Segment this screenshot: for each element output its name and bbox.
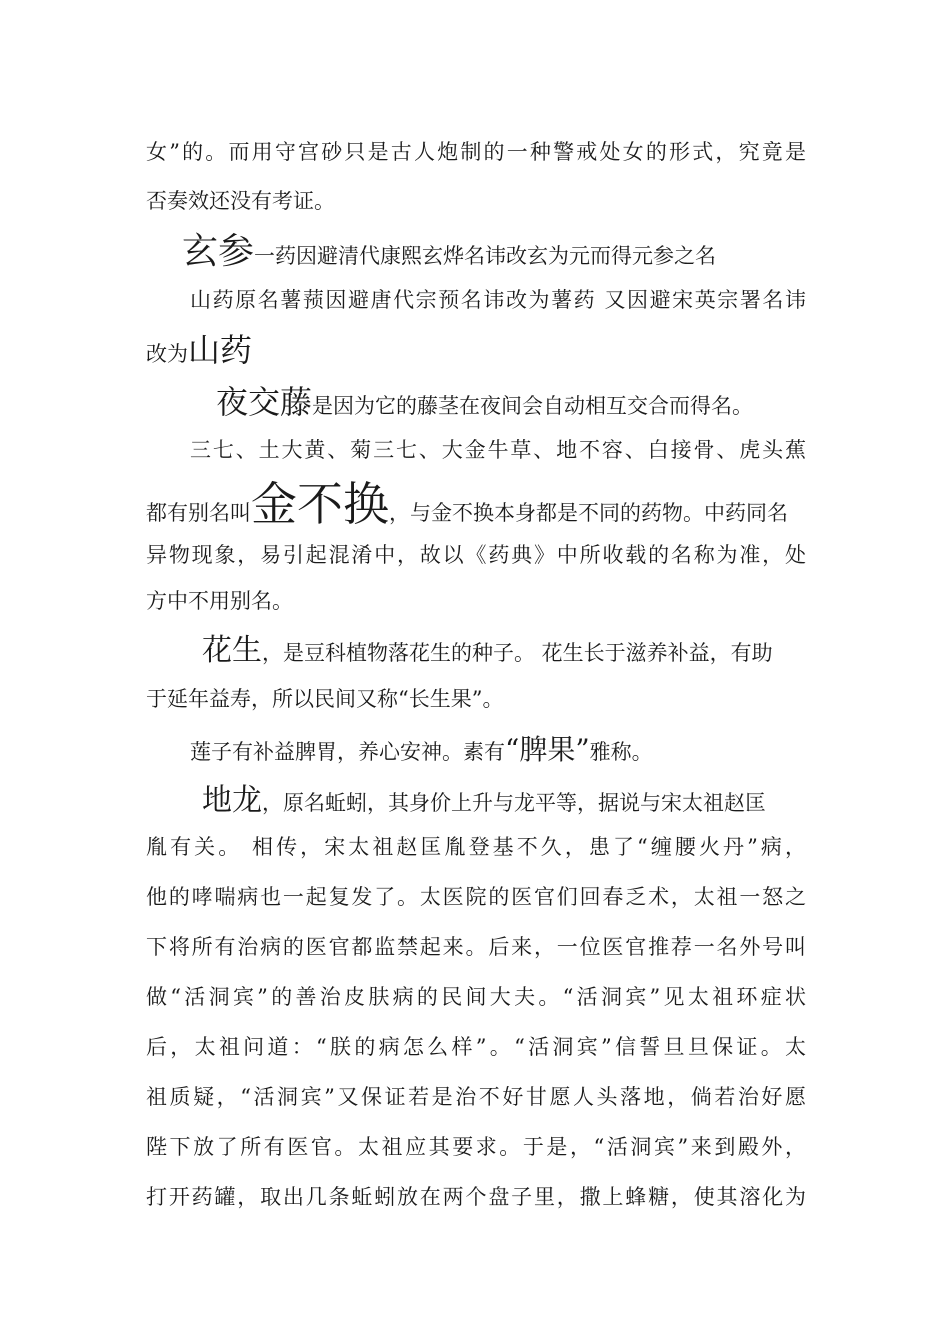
lianzi-prefix: 莲子有补益脾胃，养心安神。素有 bbox=[190, 740, 505, 764]
text-line: 于延年益寿，所以民间又称“长生果”。 bbox=[146, 687, 504, 711]
term-jinbuhuan: 金不换 bbox=[251, 477, 389, 531]
text-line: 女”的。而用守宫砂只是古人炮制的一种警戒处女的形式，究竟是 bbox=[146, 140, 806, 164]
term-shanyao: 山药 bbox=[188, 331, 253, 369]
jinbuhuan-text: ，与金不换本身都是不同的药物。中药同名 bbox=[389, 501, 788, 525]
jinbuhuan-prefix: 都有别名叫 bbox=[146, 501, 251, 525]
huasheng-text: ，是豆科植物落花生的种子。 花生长于滋养补益，有助 bbox=[262, 641, 773, 665]
text-line: 他的哮喘病也一起复发了。太医院的医官们回春乏术，太祖一怒之 bbox=[146, 885, 806, 909]
text-line: 山药原名薯蓣因避唐代宗预名讳改为薯药 又因避宋英宗署名讳 bbox=[190, 288, 806, 312]
term-dilong: 地龙 bbox=[202, 783, 262, 818]
term-xuanshen: 玄参 bbox=[182, 231, 255, 272]
paragraph-jinbuhuan bbox=[146, 477, 806, 531]
text-line: 胤有关。 相传，宋太祖赵匡胤登基不久，患了“缠腰火丹”病， bbox=[146, 835, 806, 859]
text-line: 否奏效还没有考证。 bbox=[146, 189, 335, 213]
text-line: 下将所有治病的医官都监禁起来。后来，一位医官推荐一名外号叫 bbox=[146, 935, 806, 959]
text-line: 陛下放了所有医官。太祖应其要求。于是，“活洞宾”来到殿外， bbox=[146, 1135, 806, 1159]
text-line: 祖质疑，“活洞宾”又保证若是治不好甘愿人头落地，倘若治好愿 bbox=[146, 1085, 806, 1109]
paragraph-shanyao bbox=[146, 332, 806, 369]
term-piguo: “脾果” bbox=[505, 733, 590, 766]
text-line: 后，太祖问道：“朕的病怎么样”。“活洞宾”信誓旦旦保证。太 bbox=[146, 1035, 806, 1059]
paragraph-lianzi bbox=[190, 735, 806, 767]
paragraph-xuanshen bbox=[182, 232, 802, 272]
paragraph-dilong bbox=[202, 783, 806, 818]
dilong-text: ，原名蚯蚓，其身价上升与龙平等，据说与宋太祖赵匡 bbox=[262, 791, 766, 815]
lianzi-text: 雅称。 bbox=[589, 740, 653, 764]
paragraph-yejiaoteng bbox=[216, 384, 806, 421]
yejiaoteng-text: 是因为它的藤茎在夜间会自动相互交合而得名。 bbox=[312, 394, 754, 418]
text-line: 异物现象，易引起混淆中，故以《药典》中所收载的名称为准，处 bbox=[146, 543, 806, 567]
text-line: 打开药罐，取出几条蚯蚓放在两个盘子里，撒上蜂糖，使其溶化为 bbox=[146, 1185, 806, 1209]
text-line: 方中不用别名。 bbox=[146, 589, 293, 613]
term-yejiaoteng: 夜交藤 bbox=[216, 383, 313, 421]
text-line: 做“活洞宾”的善治皮肤病的民间大夫。“活洞宾”见太祖环症状 bbox=[146, 985, 806, 1009]
paragraph-huasheng bbox=[202, 633, 806, 668]
xuanshen-text: 一药因避清代康熙玄烨名讳改玄为元而得元参之名 bbox=[254, 244, 717, 268]
shanyao-prefix: 改为 bbox=[146, 342, 188, 366]
term-huasheng: 花生 bbox=[202, 633, 262, 668]
text-line: 三七、土大黄、菊三七、大金牛草、地不容、白接骨、虎头蕉 bbox=[190, 438, 806, 462]
